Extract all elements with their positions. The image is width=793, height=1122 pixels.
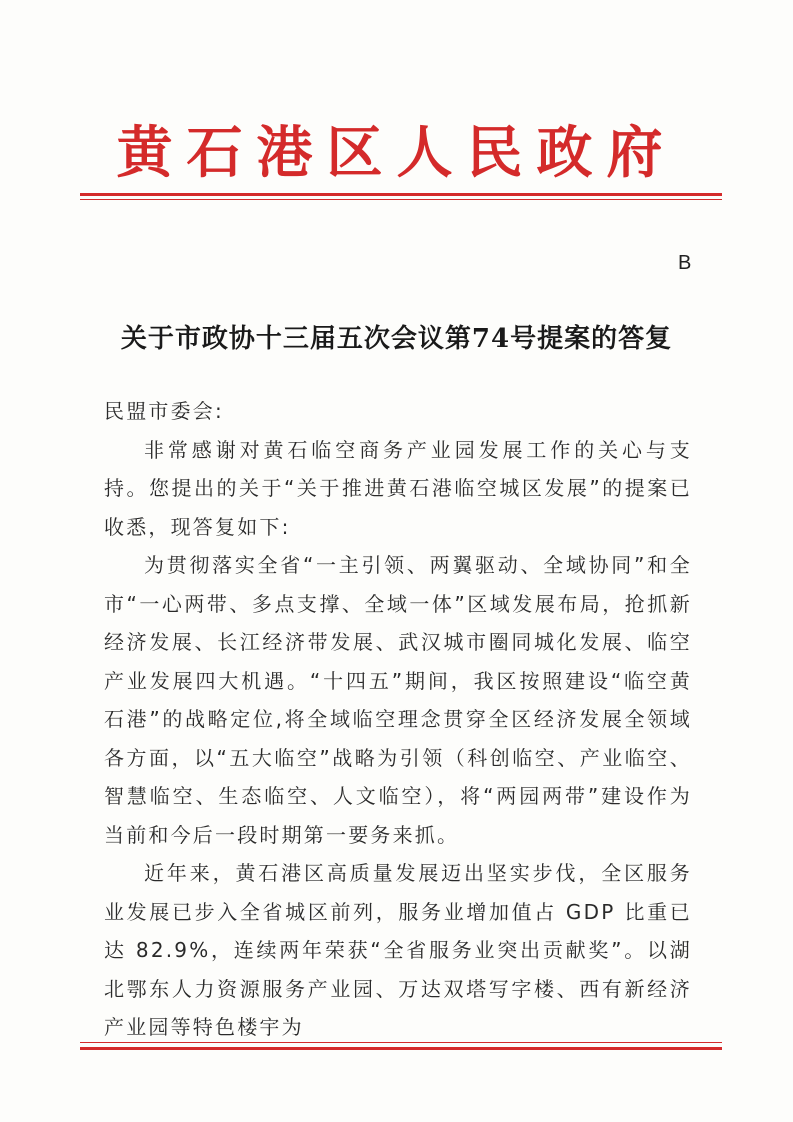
body-paragraph-2: 为贯彻落实全省“一主引领、两翼驱动、全域协同”和全市“一心两带、多点支撑、全域一体”区域发展布局，抢抓新经济发展、长江经济带发展、武汉城市圈同城化发展、临空产业发展四大机遇。“十四五”期间，我区按照建设“临空黄石港”的战略定位,将全域临空理念贯穿全区经济发展全领域各方面，以“五大临空”战略为引领（科创临空、产业临空、智慧临空、生态临空、人文临空），将“两园两带”建设作为当前和今后一段时期第一要务来抓。 [104,553,692,847]
footer-red-rule-thin [80,1042,722,1043]
body-paragraph-1: 非常感谢对黄石临空商务产业园发展工作的关心与支持。您提出的关于“关于推进黄石港临空城区发展”的提案已收悉，现答复如下: [104,437,692,539]
disclosure-level-mark: B [678,252,692,274]
issuer-masthead: 黄石港区人民政府 [116,120,677,186]
masthead-red-rule-thin [80,199,722,200]
document-body [104,392,692,1047]
document-title: 关于市政协十三届五次会议第74号提案的答复 [120,324,673,354]
footer-red-rule-thick [80,1047,722,1050]
addressee-line: 民盟市委会: [104,399,224,423]
masthead-red-rule-thick [80,193,722,196]
body-paragraph-3: 近年来，黄石港区高质量发展迈出坚实步伐，全区服务业发展已步入全省城区前列，服务业增加值占 GDP 比重已达 82.9%，连续两年荣获“全省服务业突出贡献奖”。以湖北鄂东人力资源服务产业园、万达双塔写字楼、西有新经济产业园等特色楼宇为 [104,861,692,1039]
